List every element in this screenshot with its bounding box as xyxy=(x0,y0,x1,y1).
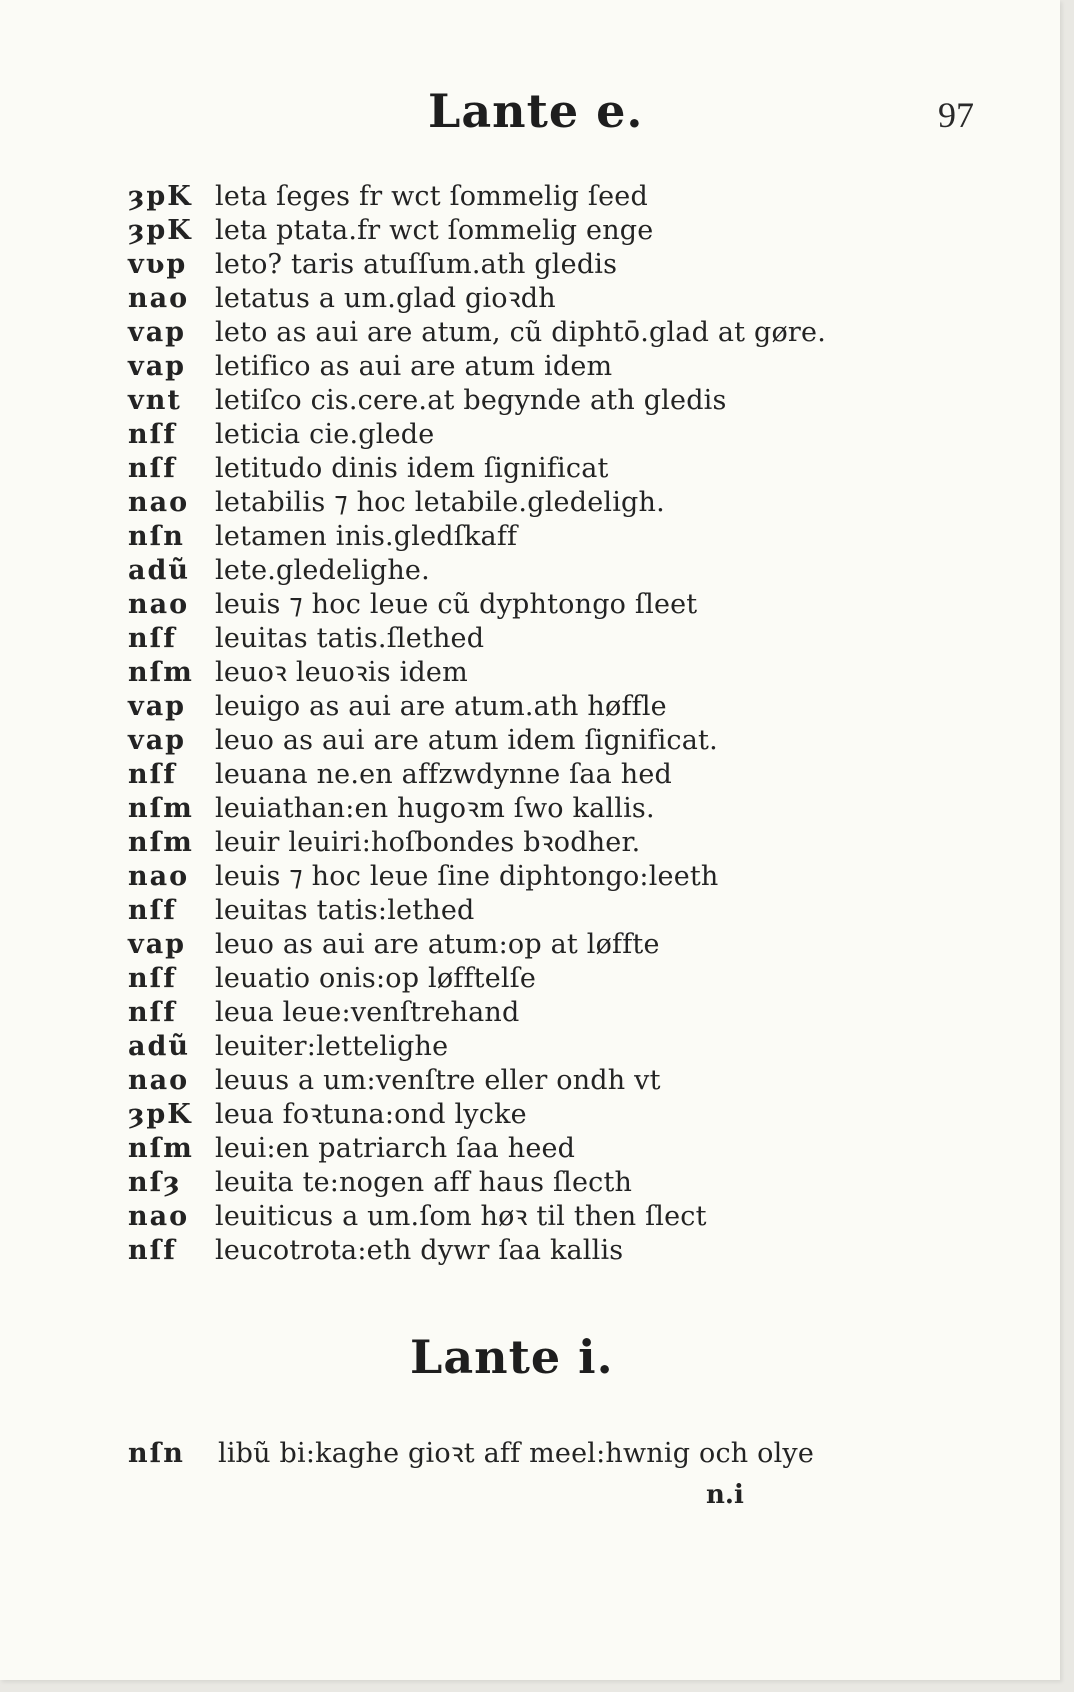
dictionary-entry xyxy=(0,860,1060,894)
entry-text: leucotrota:eth dywr ſaa kallis xyxy=(215,1235,624,1266)
dictionary-entry xyxy=(0,1132,1060,1166)
entry-abbreviation: ȝpK xyxy=(128,215,193,246)
entry-abbreviation: vʋp xyxy=(128,249,188,280)
entry-text: leuiathan:en hugoꝛm ſwo kallis. xyxy=(215,793,655,824)
entry-text: leuigo as aui are atum.ath høffle xyxy=(215,691,667,722)
entry-text: leuo as aui are atum:op at løffte xyxy=(215,929,660,960)
entry-abbreviation: nſf xyxy=(128,453,177,484)
entry-abbreviation: nſf xyxy=(128,623,177,654)
dictionary-entry xyxy=(0,996,1060,1030)
entry-text: leuitas tatis.ſlethed xyxy=(215,623,485,654)
entry-abbreviation: ȝpK xyxy=(128,181,193,212)
dictionary-entry xyxy=(0,690,1060,724)
entry-abbreviation: nſf xyxy=(128,895,177,926)
entry-text: letatus a um.glad gioꝛdh xyxy=(215,283,556,314)
dictionary-entry xyxy=(0,1098,1060,1132)
dictionary-entry xyxy=(0,1200,1060,1234)
entry-abbreviation: nao xyxy=(128,589,190,620)
dictionary-entry xyxy=(0,928,1060,962)
dictionary-entry xyxy=(0,486,1060,520)
dictionary-entry xyxy=(0,826,1060,860)
entry-abbreviation: nſn xyxy=(128,521,185,552)
entry-abbreviation: nao xyxy=(128,1201,190,1232)
dictionary-entry xyxy=(0,350,1060,384)
page-number: 97 xyxy=(938,95,974,135)
entry-text: leto? taris atuſſum.ath gledis xyxy=(215,249,618,280)
dictionary-entry xyxy=(0,894,1060,928)
dictionary-entry xyxy=(0,1234,1060,1268)
entry-abbreviation: nſf xyxy=(128,1235,177,1266)
dictionary-entry xyxy=(0,792,1060,826)
entry-abbreviation: nſf xyxy=(128,419,177,450)
entry-abbreviation: vap xyxy=(128,691,187,722)
entry-abbreviation: nſn xyxy=(128,1438,185,1469)
entry-abbreviation: nao xyxy=(128,487,190,518)
entry-abbreviation: adũ xyxy=(128,555,191,586)
dictionary-entry xyxy=(0,180,1060,214)
dictionary-entry xyxy=(0,384,1060,418)
entry-text: letabilis ⁊ hoc letabile.gledeligh. xyxy=(215,487,665,518)
entry-text: leui:en patriarch ſaa heed xyxy=(215,1133,576,1164)
dictionary-entry xyxy=(0,282,1060,316)
entry-abbreviation: nao xyxy=(128,1065,190,1096)
entry-abbreviation: nſȝ xyxy=(128,1167,182,1198)
dictionary-entry xyxy=(0,1030,1060,1064)
dictionary-entry xyxy=(0,656,1060,690)
dictionary-entry xyxy=(0,248,1060,282)
catchword: n.i xyxy=(706,1480,744,1510)
dictionary-entry xyxy=(0,1064,1060,1098)
entry-text: lete.gledelighe. xyxy=(215,555,430,586)
entry-text: letitudo dinis idem ſignificat xyxy=(215,453,609,484)
entry-text: leto as aui are atum, cũ diphtō.glad at gøre. xyxy=(215,317,827,348)
entry-abbreviation: vap xyxy=(128,351,187,382)
entry-text: leuoꝛ leuoꝛis idem xyxy=(215,657,468,688)
entry-text: leuis ⁊ hoc leue ſine diphtongo:leeth xyxy=(215,861,719,892)
entry-text: leuita te:nogen aff haus ſlecth xyxy=(215,1167,633,1198)
entry-text: leticia cie.glede xyxy=(215,419,435,450)
entry-text: leuatio onis:op løfftelſe xyxy=(215,963,537,994)
entry-abbreviation: nao xyxy=(128,861,190,892)
entry-abbreviation: nſf xyxy=(128,963,177,994)
dictionary-entry xyxy=(0,588,1060,622)
dictionary-entry xyxy=(0,758,1060,792)
entry-text: leua leue:venſtrehand xyxy=(215,997,520,1028)
entry-abbreviation: nſf xyxy=(128,997,177,1028)
dictionary-entry xyxy=(0,418,1060,452)
entry-abbreviation: nao xyxy=(128,283,190,314)
entry-text: leta ptata.fr wct ſommelig enge xyxy=(215,215,654,246)
entry-text: leuus a um:venſtre eller ondh vt xyxy=(215,1065,661,1096)
section-heading-l-ante-i: Lante i. xyxy=(410,1330,614,1384)
entry-abbreviation: nſm xyxy=(128,1133,194,1164)
entry-abbreviation: vnt xyxy=(128,385,182,416)
entry-abbreviation: vap xyxy=(128,929,187,960)
entry-text: leuir leuiri:hoſbondes bꝛodher. xyxy=(215,827,641,858)
entry-text: leua foꝛtuna:ond lycke xyxy=(215,1099,527,1130)
entry-text: leuiticus a um.ſom høꝛ til then ſlect xyxy=(215,1201,707,1232)
entry-text: letamen inis.gledſkaff xyxy=(215,521,518,552)
entry-text: letifico as aui are atum idem xyxy=(215,351,613,382)
dictionary-entry xyxy=(0,962,1060,996)
entry-abbreviation: vap xyxy=(128,317,187,348)
dictionary-entry xyxy=(0,452,1060,486)
entry-abbreviation: nſm xyxy=(128,827,194,858)
dictionary-entry xyxy=(0,554,1060,588)
dictionary-entry xyxy=(0,520,1060,554)
dictionary-entry xyxy=(0,214,1060,248)
entry-abbreviation: nſm xyxy=(128,657,194,688)
entry-text: leuo as aui are atum idem ſignificat. xyxy=(215,725,718,756)
dictionary-entry xyxy=(0,316,1060,350)
dictionary-entry xyxy=(0,622,1060,656)
entry-text: libũ bi:kaghe gioꝛt aff meel:hwnig och olye xyxy=(218,1438,815,1469)
section-heading-l-ante-e: Lante e. xyxy=(428,84,644,138)
dictionary-entry xyxy=(0,724,1060,758)
entry-abbreviation: adũ xyxy=(128,1031,191,1062)
entry-abbreviation: vap xyxy=(128,725,187,756)
entry-text: leuiter:lettelighe xyxy=(215,1031,449,1062)
dictionary-entry xyxy=(0,1166,1060,1200)
entry-text: leta ſeges fr wct ſommelig ſeed xyxy=(215,181,648,212)
entry-abbreviation: nſf xyxy=(128,759,177,790)
entry-text: letiſco cis.cere.at begynde ath gledis xyxy=(215,385,727,416)
entry-text: leuana ne.en affzwdynne ſaa hed xyxy=(215,759,672,790)
entry-abbreviation: nſm xyxy=(128,793,194,824)
entry-abbreviation: ȝpK xyxy=(128,1099,193,1130)
entry-text: leuis ⁊ hoc leue cũ dyphtongo ſleet xyxy=(215,589,698,620)
entry-text: leuitas tatis:lethed xyxy=(215,895,475,926)
